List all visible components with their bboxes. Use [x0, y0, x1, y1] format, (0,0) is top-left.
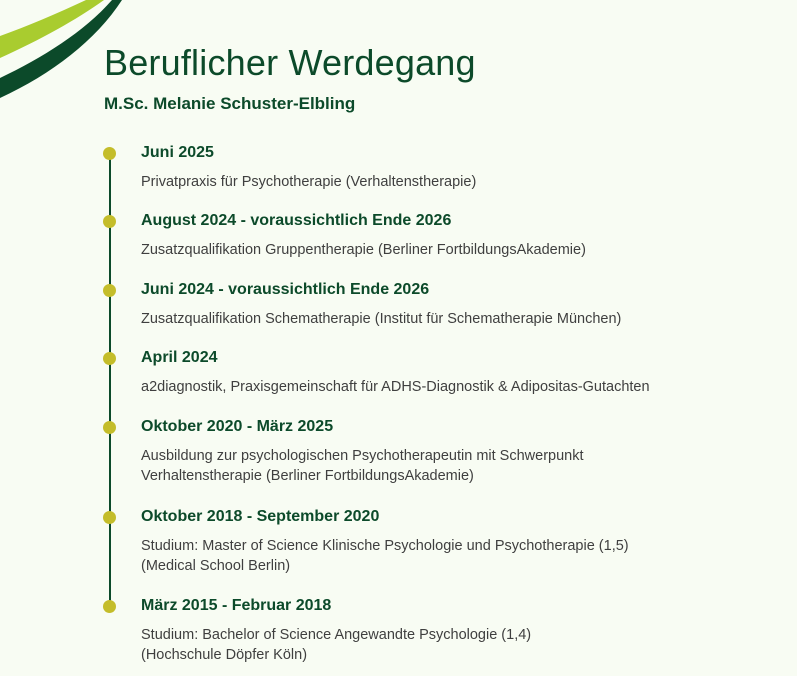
timeline-date: Oktober 2020 - März 2025 — [141, 418, 334, 435]
timeline-description — [141, 446, 781, 486]
timeline-dot-icon — [103, 511, 116, 524]
timeline-description — [141, 240, 781, 260]
timeline-description-line: Studium: Bachelor of Science Angewandte Psychologie (1,4) — [141, 627, 532, 643]
timeline-description-line: Zusatzqualifikation Gruppentherapie (Berliner FortbildungsAkademie) — [141, 242, 586, 258]
timeline-dot-icon — [103, 284, 116, 297]
timeline-dot-icon — [103, 421, 116, 434]
timeline-description-line: a2diagnostik, Praxisgemeinschaft für ADHS-Diagnostik & Adipositas-Gutachten — [141, 379, 650, 395]
timeline-dot-icon — [103, 352, 116, 365]
timeline-description-line: Zusatzqualifikation Schematherapie (Institut für Schematherapie München) — [141, 311, 622, 327]
page-subtitle: M.Sc. Melanie Schuster-Elbling — [104, 94, 356, 113]
timeline-description-line: (Medical School Berlin) — [141, 558, 291, 574]
timeline-description-line: Verhaltenstherapie (Berliner FortbildungsAkademie) — [141, 468, 474, 484]
timeline-date: Juni 2024 - voraussichtlich Ende 2026 — [141, 281, 430, 298]
timeline-date: Oktober 2018 - September 2020 — [141, 508, 380, 525]
timeline-description-line: Studium: Master of Science Klinische Psychologie und Psychotherapie (1,5) — [141, 538, 629, 554]
timeline-dot-icon — [103, 215, 116, 228]
timeline-description — [141, 625, 781, 665]
timeline-date: August 2024 - voraussichtlich Ende 2026 — [141, 212, 452, 229]
timeline-dot-icon — [103, 600, 116, 613]
timeline-description-line: Privatpraxis für Psychotherapie (Verhaltenstherapie) — [141, 174, 477, 190]
timeline-description-line: Ausbildung zur psychologischen Psychotherapeutin mit Schwerpunkt — [141, 448, 584, 464]
page-title: Beruflicher Werdegang — [104, 42, 476, 83]
timeline-dot-icon — [103, 147, 116, 160]
timeline-description — [141, 536, 781, 576]
timeline-description — [141, 172, 781, 192]
timeline-description-line: (Hochschule Döpfer Köln) — [141, 647, 308, 663]
timeline-date: April 2024 — [141, 349, 218, 366]
timeline-description — [141, 377, 781, 397]
timeline-date: März 2015 - Februar 2018 — [141, 597, 332, 614]
timeline-date: Juni 2025 — [141, 144, 214, 161]
timeline-description — [141, 309, 781, 329]
